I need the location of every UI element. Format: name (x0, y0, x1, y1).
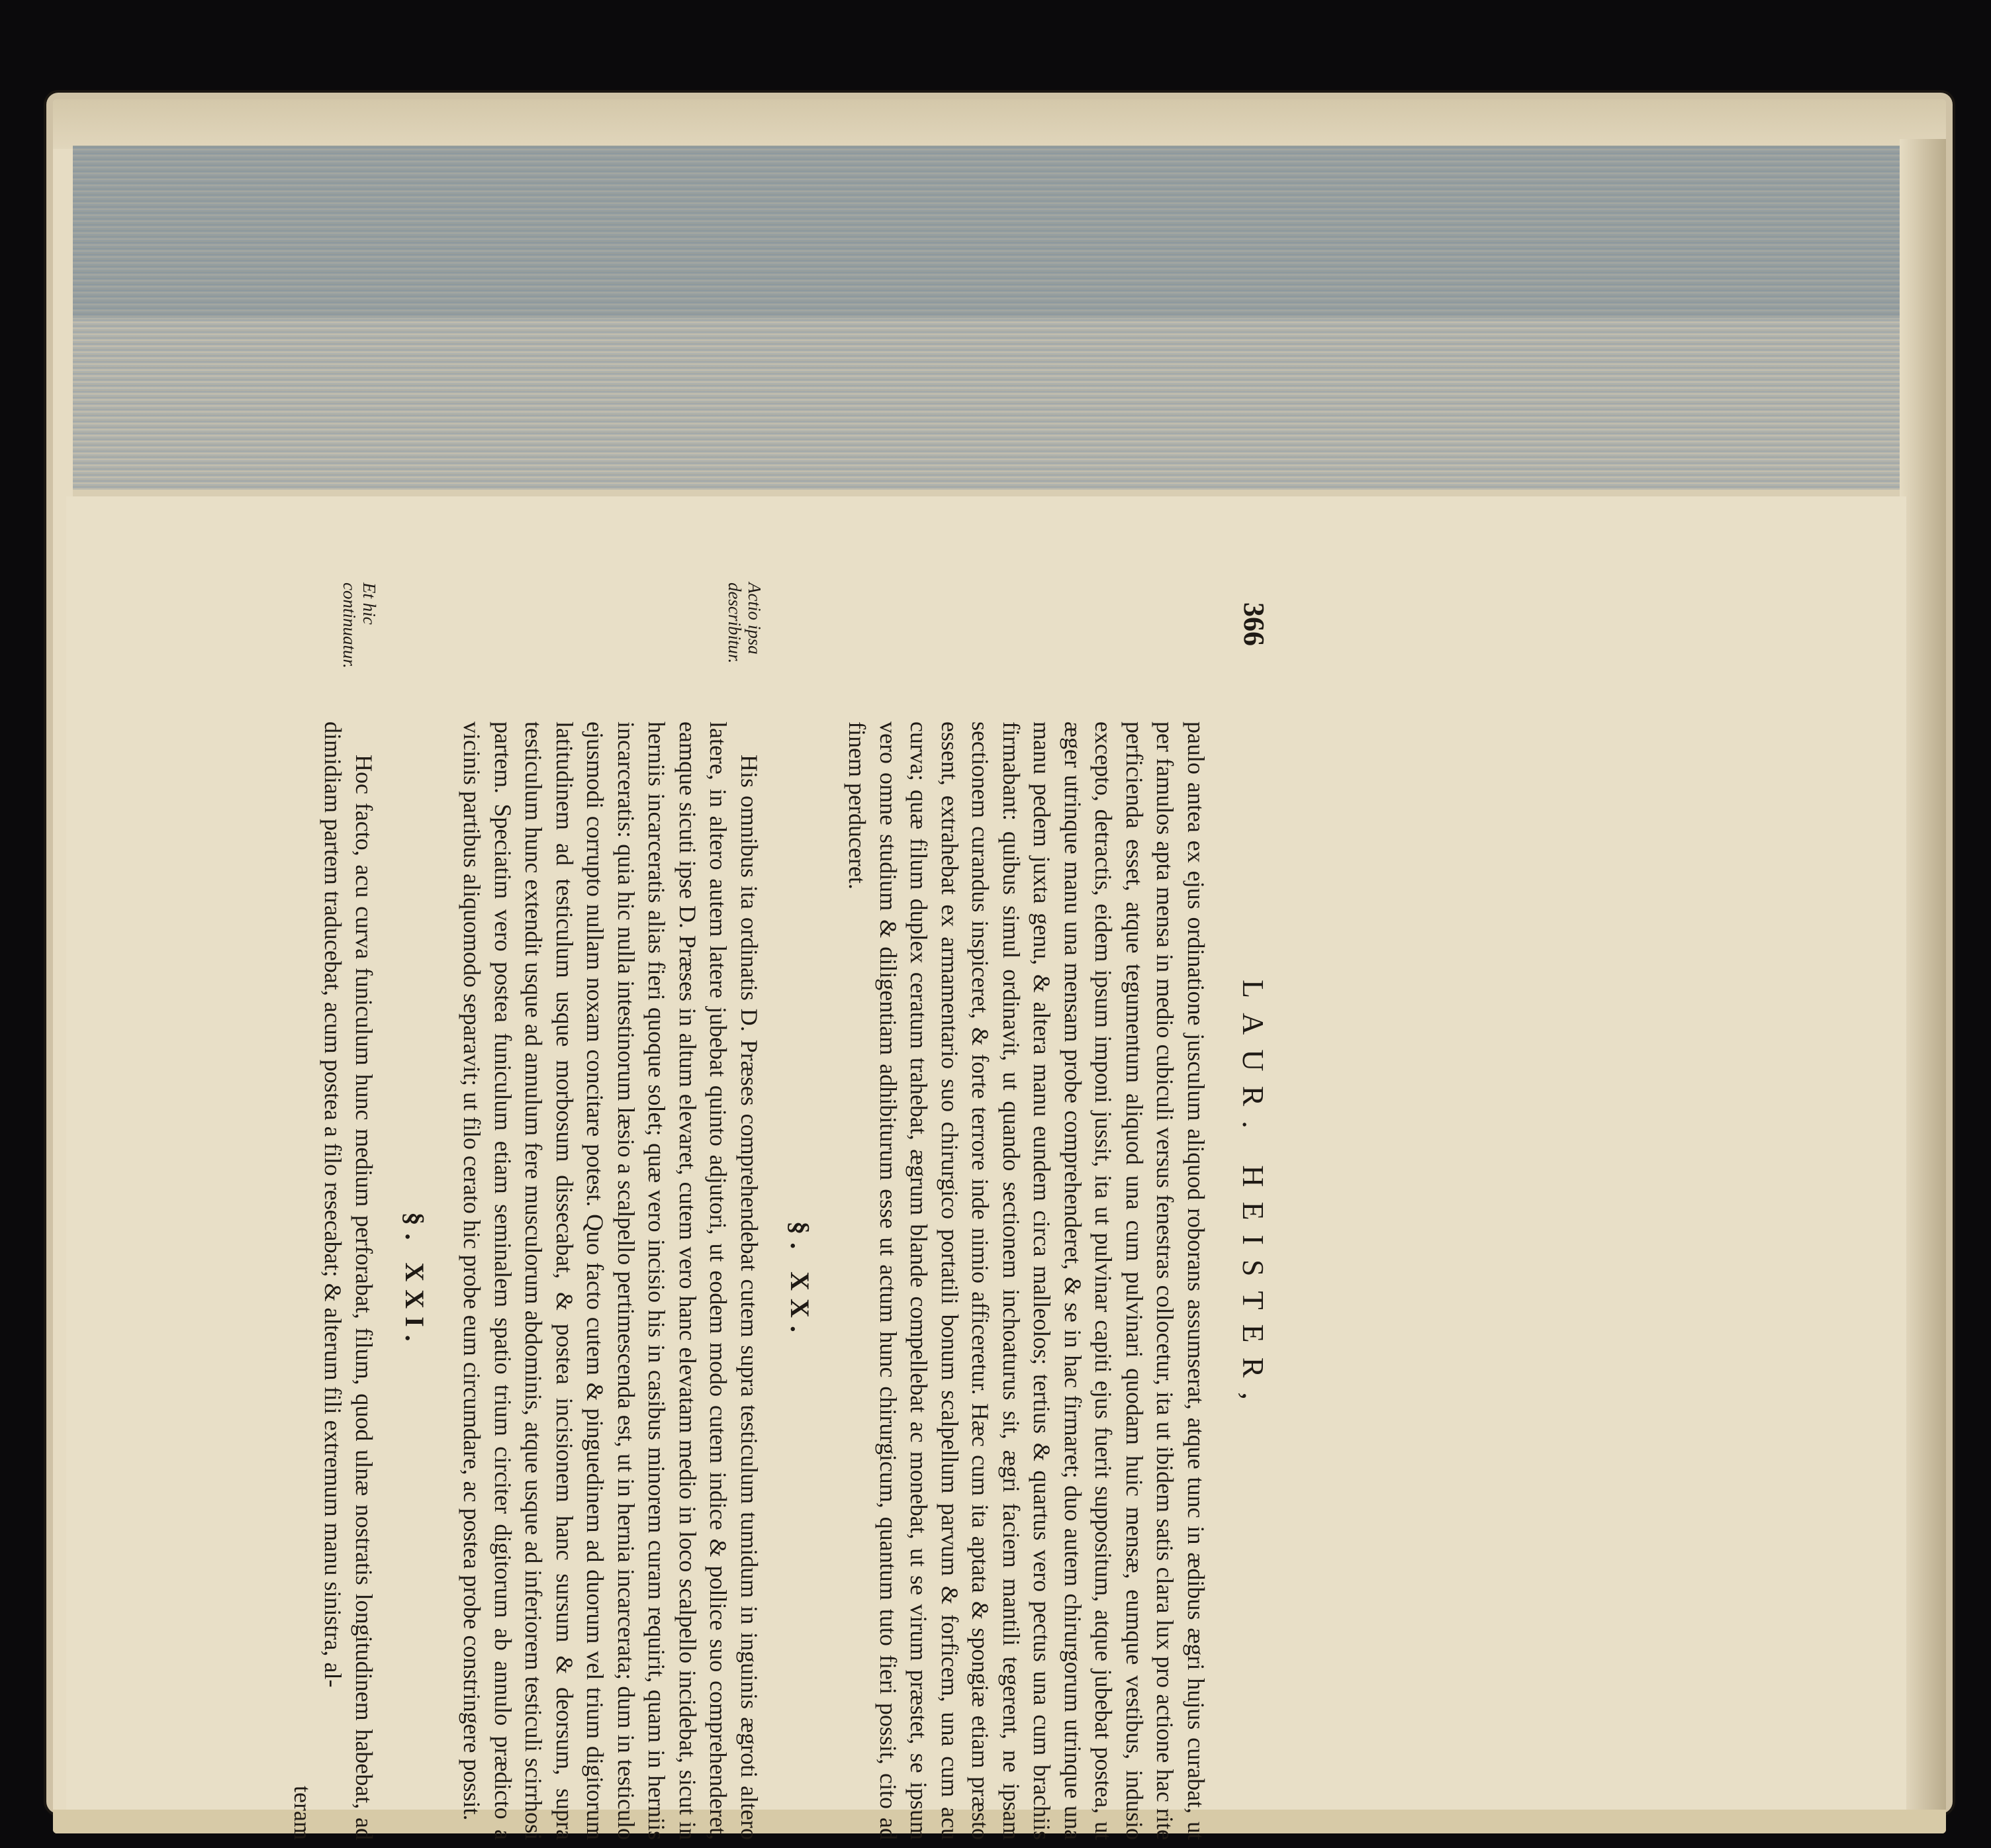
top-page-fold (53, 99, 1946, 149)
body-text (287, 582, 1211, 1840)
rotated-text-block (278, 582, 1271, 1840)
marginal-note-xxi: Et hic continuatur. (340, 582, 379, 669)
running-head: LAUR. HEISTER, (1236, 980, 1270, 1414)
section-xx (457, 582, 764, 1840)
marginal-note-xx: Actio ipsa describitur. (725, 582, 764, 664)
section-xxi-text: Hoc facto, acu curva funiculum hunc medium perforabat, filum, quod ulnæ nostratis longitudinem habebat, ad dimidiam partem traducebat, acum postea a filo resecabat; & alterum fili extremum manu sinistra, al- (320, 721, 377, 1840)
section-xx-text: His omnibus ita ordinatis D. Præses comprehendebat cutem supra testiculum tumidum in inguinis ægroti altero latere, in altero autem latere jubebat quinto adjutori, ut eodem modo cutem indice & pollice suo comprehenderet, eamque sicuti ipse D. Præses in altum elevaret, cutem vero hanc elevatam medio in loco scalpello incidebat, sicut in herniis incarceratis alias fieri quoque solet; quæ vero incisio his in casibus minorem curam requirit, quam in herniis incarceratis: quia hic nulla intestinorum læsio a scalpello pertimescenda est, ut in hernia incarcerata; dum in testiculo ejusmodi corrupto nullam noxam concitare potest. Quo facto cutem & pinguedinem ad duorum vel trium digitorum latitudinem ad testiculum usque morbosum dissecabat, & postea incisionem hanc sursum & deorsum, supra testiculum hunc extendit usque ad annulum fere musculorum abdominis, atque usque ad inferiorem testiculi scirrhosi partem. Speciatim vero postea funiculum etiam seminalem spatio trium circiter digitorum ab annulo prædicto a vicinis partibus aliquomodo separavit; ut filo cerato hic probe eum circumdare, ac postea probe constringere possit. (459, 721, 763, 1840)
paragraph-continuation: paulo antea ex ejus ordinatione jusculum aliquod roborans assumserat, atque tunc in ædibus ægri hujus curabat, ut per famulos apta mensa in medio cubiculi versus fenestras collocetur, ita ut ibidem satis clara lux pro actione hac rite perficienda esset, atque tegumentum aliquod una cum pulvinari quodam huic mensæ, eumque vestibus, indusio excepto, detractis, eidem ipsum imponi jussit, ita ut pulvinar capiti ejus fuerit suppositum, atque jubebat postea, ut æger utrinque manu una mensam probe comprehenderet, & se in hac firmaret; duo autem chirurgorum utrinque una manu pedem juxta genu, & altera manu eundem circa malleolos; tertius & quartus vero pectus una cum brachiis firmabant: quibus simul ordinavit, ut quando sectionem inchoaturus sit, ægri faciem mantili tegerent, ne ipsam sectionem curandus inspiceret, & forte terrore inde nimio afficeretur. Hæc cum ita aptata & spongiæ etiam præsto essent, extrahebat ex armamentario suo chirurgico portatili bonum scalpellum parvum & forficem, una cum acu curva; quæ filum duplex ceratum trahebat, ægrum blande compellebat ac monebat, ut se virum præstet, se ipsum vero omne studium & diligentiam adhibiturum esse ut actum hunc chirurgicum, quantum tuto fieri possit, cito ad finem perduceret. (844, 721, 1209, 1840)
page-header (1231, 582, 1271, 1840)
section-mark-xx: §. XX. (785, 1221, 815, 1340)
section-mark-xxi: §. XXI. (400, 1212, 430, 1350)
page-edges (73, 146, 1926, 496)
catchword: teram (289, 1786, 316, 1840)
spine-shadow (1900, 139, 1946, 1833)
section-xxi (318, 582, 379, 1840)
page-number: 366 (1238, 602, 1270, 646)
